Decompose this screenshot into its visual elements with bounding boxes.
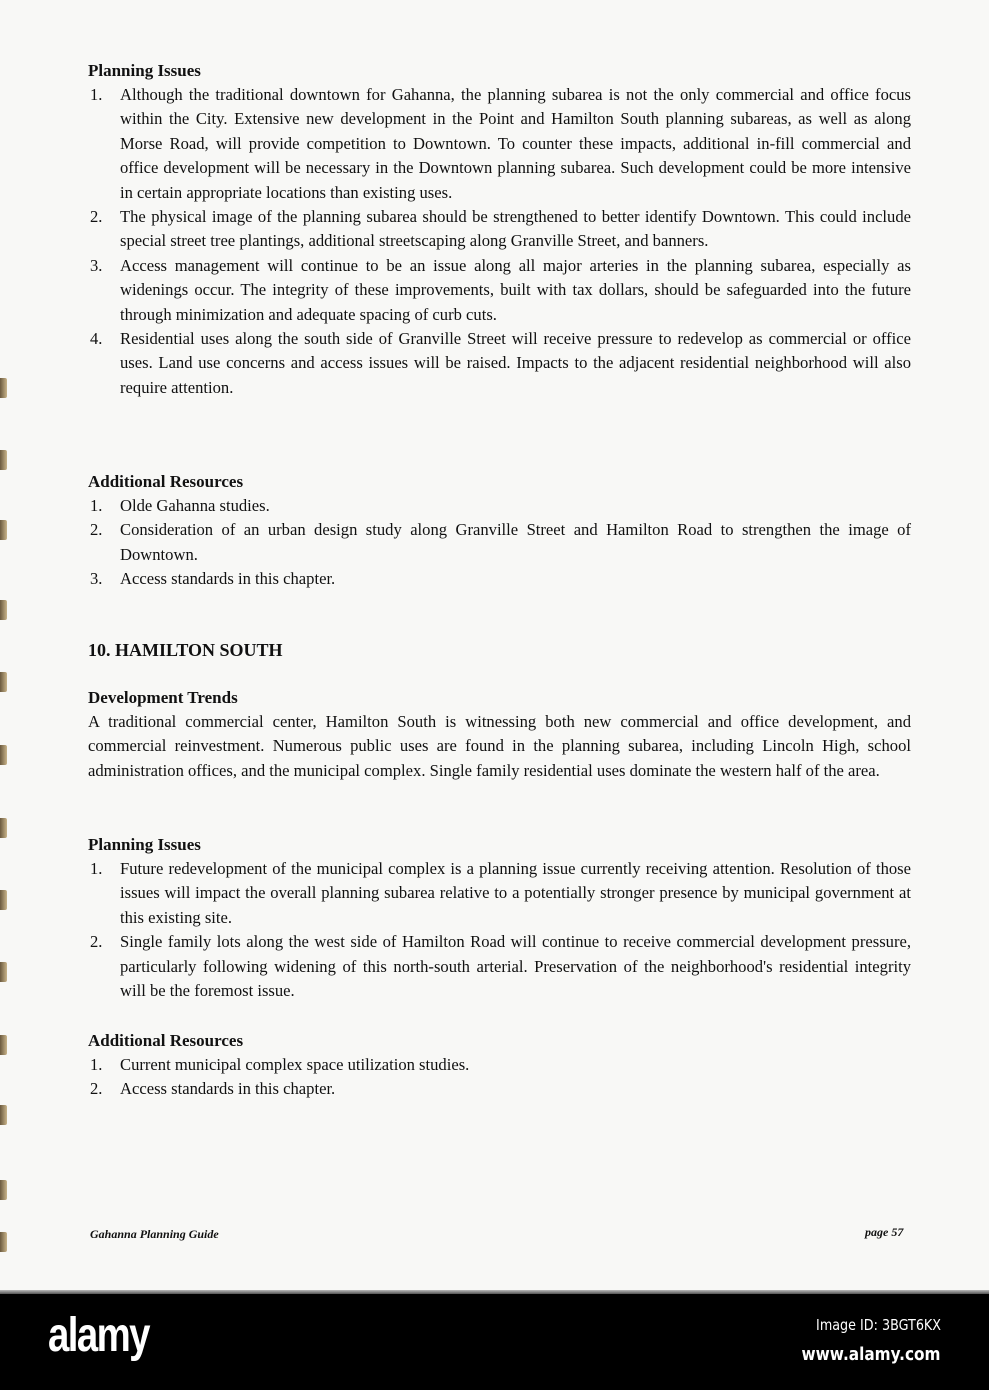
section-heading: Development Trends xyxy=(88,688,238,707)
binding-ring xyxy=(0,890,7,910)
list-item: 3. Access standards in this chapter. xyxy=(90,569,336,589)
list-item: 2. The physical image of the planning subarea should be strengthened to better identify Downtown. This could include special street tree plantings, additional streetscaping along Granville Street, and banners. xyxy=(90,207,911,251)
hamilton-south-section xyxy=(88,638,911,783)
page-number: page 57 xyxy=(865,1225,904,1239)
binding-ring xyxy=(0,450,7,470)
additional-resources-section-2 xyxy=(88,1029,911,1102)
watermark-url: www.alamy.com xyxy=(802,1344,941,1365)
alamy-logo: alamy xyxy=(48,1309,149,1362)
binding-ring xyxy=(0,672,7,692)
binding-ring xyxy=(0,1232,7,1252)
list-item: 1. Future redevelopment of the municipal complex is a planning issue currently receiving attention. Resolution of those issues will impact the overall planning subarea relative to a potentially stronger presence by municipal government at this existing site. xyxy=(90,859,911,927)
list-item: 2. Single family lots along the west side of Hamilton Road will continue to receive commercial development pressure, particularly following widening of this north-south arterial. Preservation of the neighborhood's residential integrity will be the foremost issue. xyxy=(90,932,911,1001)
binding-ring xyxy=(0,1180,7,1200)
binding-ring xyxy=(0,962,7,982)
chapter-title: 10. HAMILTON SOUTH xyxy=(88,640,283,660)
binding-ring xyxy=(0,600,7,620)
image-id: Image ID: 3BGT6KX xyxy=(816,1316,941,1334)
list-item: 3. Access management will continue to be an issue along all major arteries in the planning subarea, especially as widenings occur. The integrity of these improvements, built with tax dollars, should be safeguarded into the future through minimization and adequate spacing of curb cuts. xyxy=(90,255,911,324)
section-heading: Additional Resources xyxy=(88,472,244,491)
watermark-bar xyxy=(0,1294,989,1390)
list-item: 1. Current municipal complex space utilization studies. xyxy=(90,1055,470,1074)
planning-issues-list xyxy=(88,83,911,400)
binding-ring xyxy=(0,818,7,838)
list-item: 1. Olde Gahanna studies. xyxy=(90,496,270,515)
binding-ring xyxy=(0,745,7,765)
section-heading: Planning Issues xyxy=(88,835,201,854)
list-item: 2. Access standards in this chapter. xyxy=(90,1079,336,1099)
trends-paragraph: A traditional commercial center, Hamilton South is witnessing both new commercial and office development, and commercial reinvestment. Numerous public uses are found in the planning subarea, including Lincoln High, school administration offices, and the municipal complex. Single family residential uses dominate the western half of the area. xyxy=(88,712,911,780)
binding-ring xyxy=(0,520,7,540)
footer-title: Gahanna Planning Guide xyxy=(90,1227,219,1241)
binding-ring xyxy=(0,1105,7,1125)
resources-list xyxy=(88,1053,911,1102)
additional-resources-section xyxy=(88,470,911,592)
list-item: 2. Consideration of an urban design study along Granville Street and Hamilton Road to strengthen the image of Downtown. xyxy=(90,520,911,564)
list-item: 4. Residential uses along the south side of Granville Street will receive pressure to redevelop as commercial or office uses. Land use concerns and access issues will be raised. Impacts to the adjacent residential neighborhood will also require attention. xyxy=(90,329,911,397)
planning-issues-section-2 xyxy=(88,833,911,1003)
binding-ring xyxy=(0,1035,7,1055)
list-item: 1. Although the traditional downtown for Gahanna, the planning subarea is not the only commercial and office focus within the City. Extensive new development in the Point and Hamilton South planning subareas, as well as along Morse Road, will provide competition to Downtown. To counter these impacts, additional in-fill commercial and office development will be necessary in the Downtown planning subarea. Such development could be more intensive in certain appropriate locations than existing uses. xyxy=(90,85,911,202)
section-heading: Planning Issues xyxy=(88,61,201,80)
binding-ring xyxy=(0,378,7,398)
resources-list xyxy=(88,494,911,592)
planning-issues-section xyxy=(88,59,911,400)
planning-issues-list xyxy=(88,857,911,1003)
section-heading: Additional Resources xyxy=(88,1031,244,1050)
